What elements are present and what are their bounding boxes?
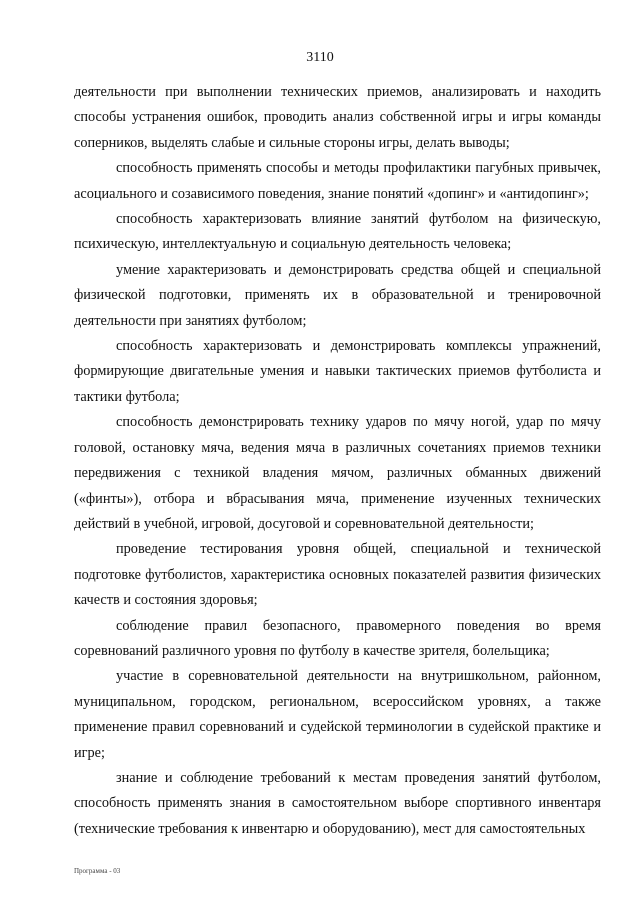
document-body: [74, 80, 601, 842]
page-number: 3110: [306, 50, 334, 65]
list-item-paragraph: знание и соблюдение требований к местам проведения занятий футболом, способность применять знания в самостоятельном выборе спортивного инвентаря (технические требования к инвентарю и оборудованию), мест для самостоятельных: [74, 769, 601, 837]
paragraph-continuation: деятельности при выполнении технических приемов, анализировать и находить способы устранения ошибок, проводить анализ собственной игры и игры команды соперников, выделять слабые и сильные стороны игры, делать выводы;: [74, 84, 601, 151]
list-item-paragraph: участие в соревновательной деятельности на внутришкольном, районном, муниципальном, городском, региональном, всероссийском уровнях, а также применение правил соревнований и судейской терминологии в судейской практике и игре;: [74, 668, 601, 761]
list-item-paragraph: способность характеризовать и демонстрировать комплексы упражнений, формирующие двигательные умения и навыки тактических приемов футболиста и тактики футбола;: [74, 338, 601, 405]
list-item-paragraph: умение характеризовать и демонстрировать средства общей и специальной физической подготовки, применять их в образовательной и тренировочной деятельности при занятиях футболом;: [74, 261, 601, 329]
list-item-paragraph: способность применять способы и методы профилактики пагубных привычек, асоциального и созависимого поведения, знание понятий «допинг» и «антидопинг»;: [74, 160, 601, 202]
list-item-paragraph: способность демонстрировать технику ударов по мячу ногой, удар по мячу головой, остановку мяча, ведения мяча в различных сочетаниях приемов техники передвижения с техникой владения мячом, различных обманных движений («финты»), отбора и вбрасывания мяча, применение изученных технических действий в учебной, игровой, досуговой и соревновательной деятельности;: [74, 414, 601, 532]
page-footer: Программа - 03: [74, 867, 121, 875]
list-item-paragraph: соблюдение правил безопасного, правомерного поведения во время соревнований различного уровня по футболу в качестве зрителя, болельщика;: [74, 617, 601, 659]
list-item-paragraph: проведение тестирования уровня общей, специальной и технической подготовке футболистов, характеристика основных показателей развития физических качеств и состояния здоровья;: [74, 541, 601, 609]
list-item-paragraph: способность характеризовать влияние занятий футболом на физическую, психическую, интеллектуальную и социальную деятельность человека;: [74, 211, 601, 253]
